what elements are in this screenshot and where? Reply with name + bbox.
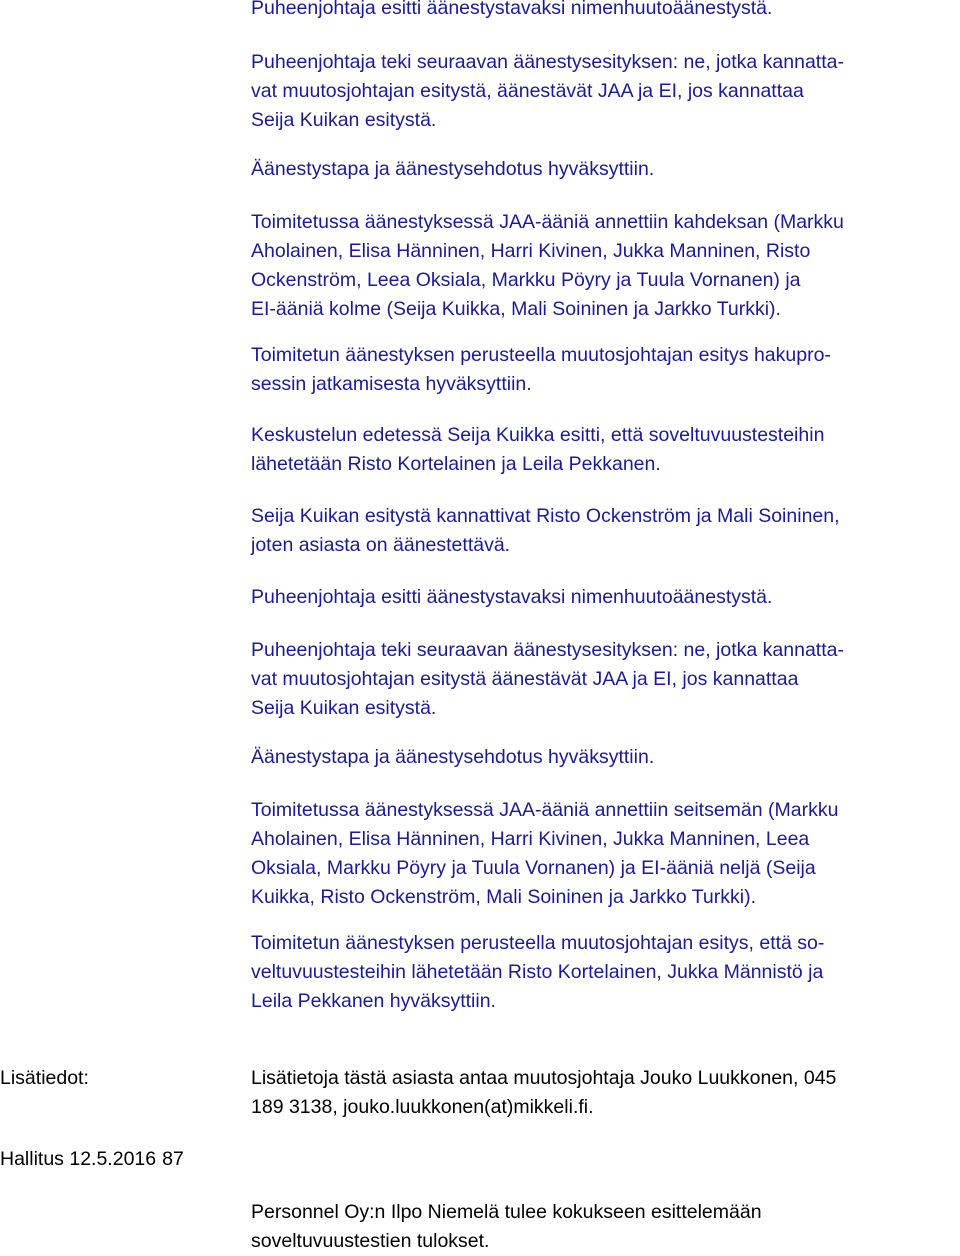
text-line: vat muutosjohtajan esitystä, äänestävät JAA ja EI, jos kannattaa xyxy=(251,80,804,102)
text-line: 189 3138, jouko.luukkonen(at)mikkeli.fi. xyxy=(251,1096,594,1118)
text-line: Toimitetun äänestyksen perusteella muutosjohtajan esitys hakupro- xyxy=(251,344,831,366)
paragraph-12 xyxy=(251,929,951,1016)
text-line: Personnel Oy:n Ilpo Niemelä tulee kokukseen esittelemään xyxy=(251,1201,762,1223)
paragraph-5 xyxy=(251,341,951,399)
text-line: Kuikka, Risto Ockenström, Mali Soininen ja Jarkko Turkki). xyxy=(251,886,757,908)
text-line: Ockenström, Leea Oksiala, Markku Pöyry ja Tuula Vornanen) ja xyxy=(251,269,801,291)
paragraph-6 xyxy=(251,421,951,479)
bottom-paragraph xyxy=(251,1198,951,1256)
paragraph-4 xyxy=(251,208,951,324)
text-line: Aholainen, Elisa Hänninen, Harri Kivinen, Jukka Manninen, Leea xyxy=(251,828,810,850)
paragraph-3 xyxy=(251,155,951,184)
paragraph-10 xyxy=(251,743,951,772)
meeting-name: Hallitus 12.5.2016 xyxy=(0,1148,157,1170)
text-line: Toimitetussa äänestyksessä JAA-ääniä annettiin kahdeksan (Markku xyxy=(251,211,844,233)
text-line: Toimitetussa äänestyksessä JAA-ääniä annettiin seitsemän (Markku xyxy=(251,799,839,821)
text-line: sessin jatkamisesta hyväksyttiin. xyxy=(251,373,532,395)
text-line: EI-ääniä kolme (Seija Kuikka, Mali Soininen ja Jarkko Turkki). xyxy=(251,298,781,320)
text-line: vat muutosjohtajan esitystä äänestävät JAA ja EI, jos kannattaa xyxy=(251,668,799,690)
paragraph-7 xyxy=(251,502,951,560)
text-line: veltuvuustesteihin lähetetään Risto Kortelainen, Jukka Männistö ja xyxy=(251,961,824,983)
text-line: Puheenjohtaja esitti äänestystavaksi nimenhuutoäänestystä. xyxy=(251,0,773,19)
text-line: Toimitetun äänestyksen perusteella muutosjohtajan esitys, että so- xyxy=(251,932,825,954)
text-line: Leila Pekkanen hyväksyttiin. xyxy=(251,990,496,1012)
text-line: Seija Kuikan esitystä kannattivat Risto Ockenström ja Mali Soininen, xyxy=(251,505,840,527)
paragraph-8 xyxy=(251,583,951,612)
paragraph-9 xyxy=(251,636,951,723)
text-line: lähetetään Risto Kortelainen ja Leila Pekkanen. xyxy=(251,453,661,475)
text-line: Puheenjohtaja teki seuraavan äänestysesityksen: ne, jotka kannatta- xyxy=(251,51,844,73)
text-line: Seija Kuikan esitystä. xyxy=(251,109,437,131)
paragraph-11 xyxy=(251,796,951,912)
text-line: Seija Kuikan esitystä. xyxy=(251,697,437,719)
info-text xyxy=(251,1064,951,1122)
text-line: Äänestystapa ja äänestysehdotus hyväksyttiin. xyxy=(251,158,655,180)
section-number: 87 xyxy=(162,1148,184,1170)
text-line: Keskustelun edetessä Seija Kuikka esitti, että soveltuvuustesteihin xyxy=(251,424,825,446)
paragraph-2 xyxy=(251,48,951,135)
text-line: Oksiala, Markku Pöyry ja Tuula Vornanen) ja EI-ääniä neljä (Seija xyxy=(251,857,816,879)
info-label: Lisätiedot: xyxy=(0,1067,89,1089)
text-line: Puheenjohtaja esitti äänestystavaksi nimenhuutoäänestystä. xyxy=(251,586,773,608)
text-line: Äänestystapa ja äänestysehdotus hyväksyttiin. xyxy=(251,746,655,768)
text-line: joten asiasta on äänestettävä. xyxy=(251,534,511,556)
text-line: soveltuvuustestien tulokset. xyxy=(251,1230,490,1252)
text-line: Lisätietoja tästä asiasta antaa muutosjohtaja Jouko Luukkonen, 045 xyxy=(251,1067,837,1089)
meeting-footer xyxy=(0,1145,184,1174)
text-line: Puheenjohtaja teki seuraavan äänestysesityksen: ne, jotka kannatta- xyxy=(251,639,844,661)
text-line: Aholainen, Elisa Hänninen, Harri Kivinen, Jukka Manninen, Risto xyxy=(251,240,811,262)
paragraph-1 xyxy=(251,0,951,23)
